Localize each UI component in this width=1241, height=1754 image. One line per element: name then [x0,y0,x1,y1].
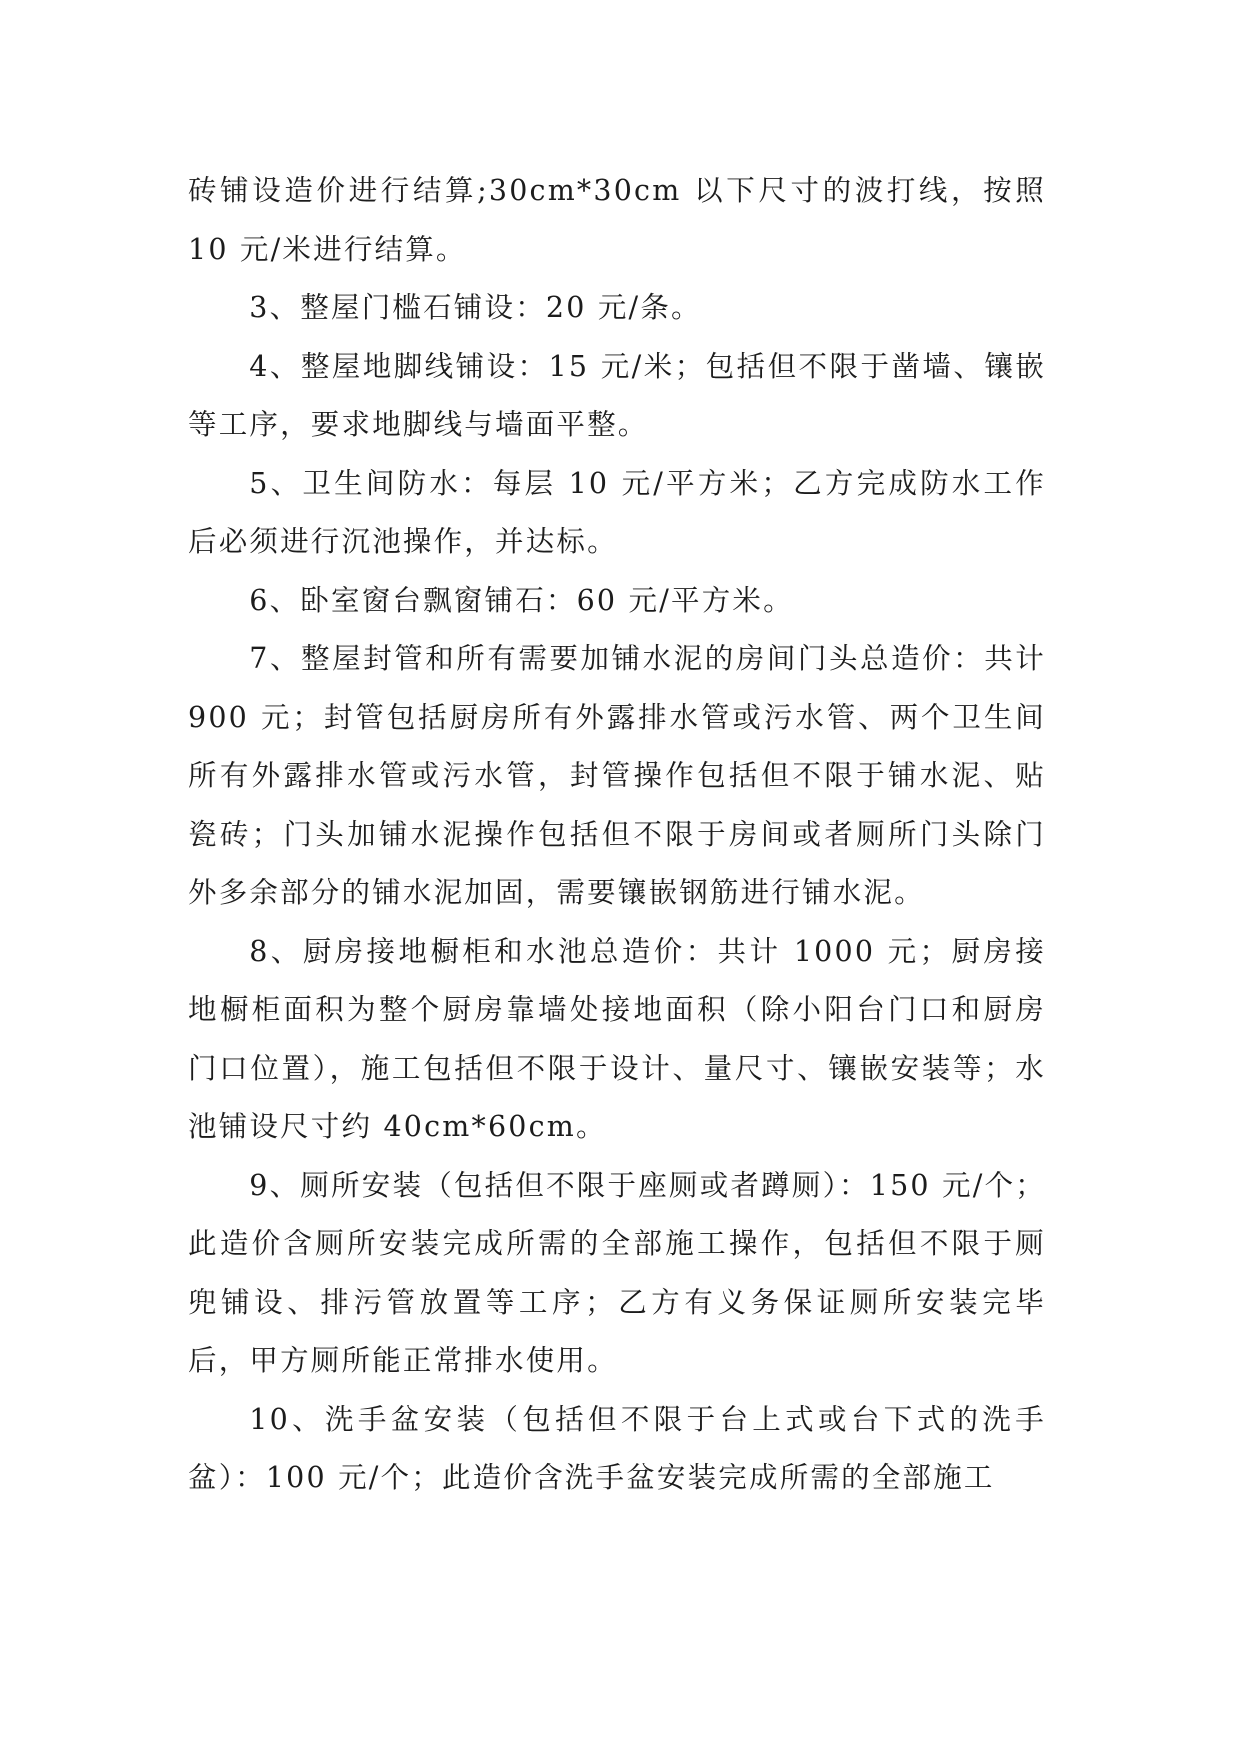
paragraph-item-6: 6、卧室窗台飘窗铺石：60 元/平方米。 [249,583,794,617]
paragraph-item-5: 5、卫生间防水：每层 10 元/平方米；乙方完成防水工作后必须进行沉池操作，并达标。 [188,466,1046,558]
paragraph-item-4: 4、整屋地脚线铺设：15 元/米；包括但不限于凿墙、镶嵌等工序，要求地脚线与墙面平整。 [188,349,1046,441]
document-body [188,162,1046,1508]
paragraph-item-8: 8、厨房接地橱柜和水池总造价：共计 1000 元；厨房接地橱柜面积为整个厨房靠墙处接地面积（除小阳台门口和厨房门口位置），施工包括但不限于设计、量尺寸、镶嵌安装等；水池铺设尺寸约 40cm*60cm。 [188,934,1046,1143]
paragraph-item-9: 9、厕所安装（包括但不限于座厕或者蹲厕）：150 元/个；此造价含厕所安装完成所需的全部施工操作，包括但不限于厕兜铺设、排污管放置等工序；乙方有义务保证厕所安装完毕后，甲方厕所能正常排水使用。 [188,1168,1046,1377]
paragraph-item-10: 10、洗手盆安装（包括但不限于台上式或台下式的洗手盆）：100 元/个；此造价含洗手盆安装完成所需的全部施工 [188,1402,1046,1494]
paragraph-continuation: 砖铺设造价进行结算;30cm*30cm 以下尺寸的波打线，按照 10 元/米进行结算。 [188,174,1046,266]
paragraph-item-3: 3、整屋门槛石铺设：20 元/条。 [249,291,702,324]
paragraph-item-7: 7、整屋封管和所有需要加铺水泥的房间门头总造价：共计 900 元；封管包括厨房所有外露排水管或污水管、两个卫生间所有外露排水管或污水管，封管操作包括但不限于铺水泥、贴瓷砖；门头加铺水泥操作包括但不限于房间或者厕所门头除门外多余部分的铺水泥加固，需要镶嵌钢筋进行铺水泥。 [188,642,1046,909]
